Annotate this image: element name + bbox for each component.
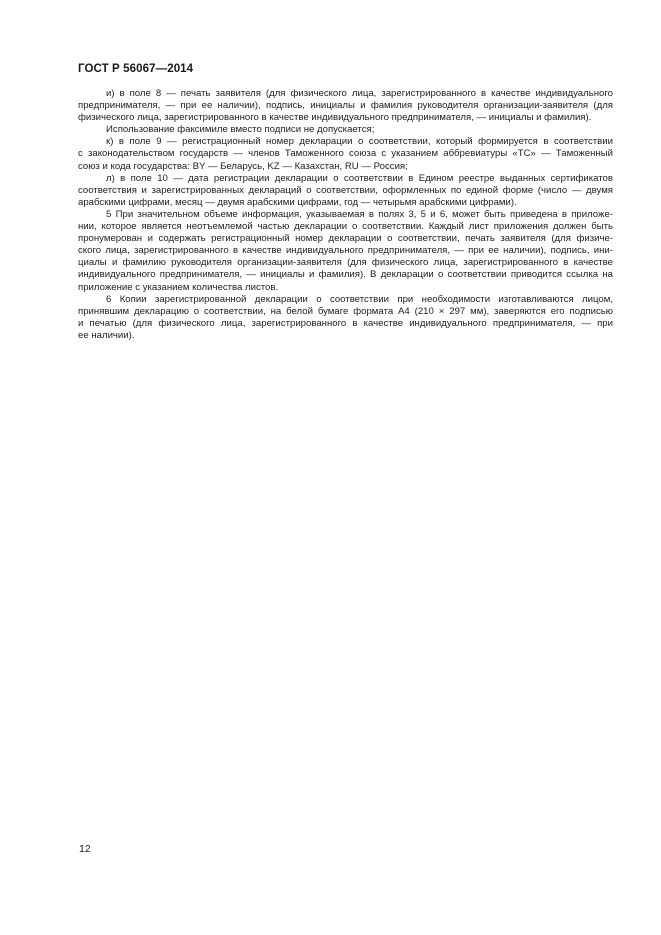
text-line: индивидуального предпринимателя, — инициалы и фамилия). В декларации о соответствии приводится ссылка на [78, 269, 613, 281]
text-line: 5 При значительном объеме информация, указываемая в полях 3, 5 и 6, может быть приведена в приложе- [106, 208, 613, 220]
text-line: приложение с указанием количества листов. [78, 281, 279, 293]
text-line: к) в поле 9 — регистрационный номер декларации о соответствии, который формируется в соответствии [106, 136, 613, 148]
document-body [78, 88, 613, 342]
paragraph-item-i [78, 88, 613, 124]
document-header: ГОСТ Р 56067—2014 [78, 63, 194, 75]
page-number: 12 [79, 843, 91, 855]
paragraph-clause-5 [78, 209, 613, 294]
text-line: принявшим декларацию о соответствии, на белой бумаге формата А4 (210 × 297 мм), заверяются его подписью [78, 305, 613, 317]
paragraph-item-l [78, 173, 613, 209]
text-line: и) в поле 8 — печать заявителя (для физического лица, зарегистрированного в качестве индивидуального [106, 88, 613, 99]
text-line: с законодательством государств — членов Таможенного союза с указанием аббревиатуры «ТС» — Таможенный [78, 148, 613, 160]
text-line: ее наличии). [78, 329, 135, 341]
text-line: Использование факсимиле вместо подписи не допускается; [106, 124, 375, 136]
text-line: физического лица, зарегистрированного в качестве индивидуального предпринимателя, — инициалы и фамилия). [78, 112, 592, 124]
text-line: соответствия и зарегистрированных деклараций о соответствии, оформленных по единой форме (число — двумя [78, 184, 613, 196]
paragraph-clause-6 [78, 294, 613, 342]
text-line: арабскими цифрами, месяц — двумя арабскими цифрами, год — четырьмя арабскими цифрами). [78, 196, 517, 208]
text-line: циалы и фамилию руководителя организации-заявителя (для физического лица, зарегистрированного в качестве [78, 257, 613, 269]
text-line: и печатью (для физического лица, зарегистрированного в качестве индивидуального предпринимателя, — при [78, 317, 613, 329]
text-line: пронумерован и содержать регистрационный номер декларации о соответствии, печать заявителя (для физиче- [78, 233, 613, 245]
text-line: 6 Копии зарегистрированной декларации о соответствии при необходимости изготавливаются лицом, [106, 293, 613, 305]
text-line: союз и кода государства: BY — Беларусь, KZ — Казахстан, RU — Россия; [78, 160, 408, 172]
paragraph-facsimile-note [78, 124, 613, 136]
text-line: предпринимателя, — при ее наличии), подпись, инициалы и фамилия руководителя организации-заявителя (для [78, 100, 613, 112]
paragraph-item-k [78, 136, 613, 172]
text-line: нии, которое является неотъемлемой частью декларации о соответствии. Каждый лист приложения должен быть [78, 221, 613, 233]
text-line: л) в поле 10 — дата регистрации декларации о соответствии в Едином реестре выданных сертификатов [106, 172, 613, 184]
text-line: ского лица, зарегистрированного в качестве индивидуального предпринимателя, — при ее наличии), подпись, ини- [78, 245, 613, 257]
